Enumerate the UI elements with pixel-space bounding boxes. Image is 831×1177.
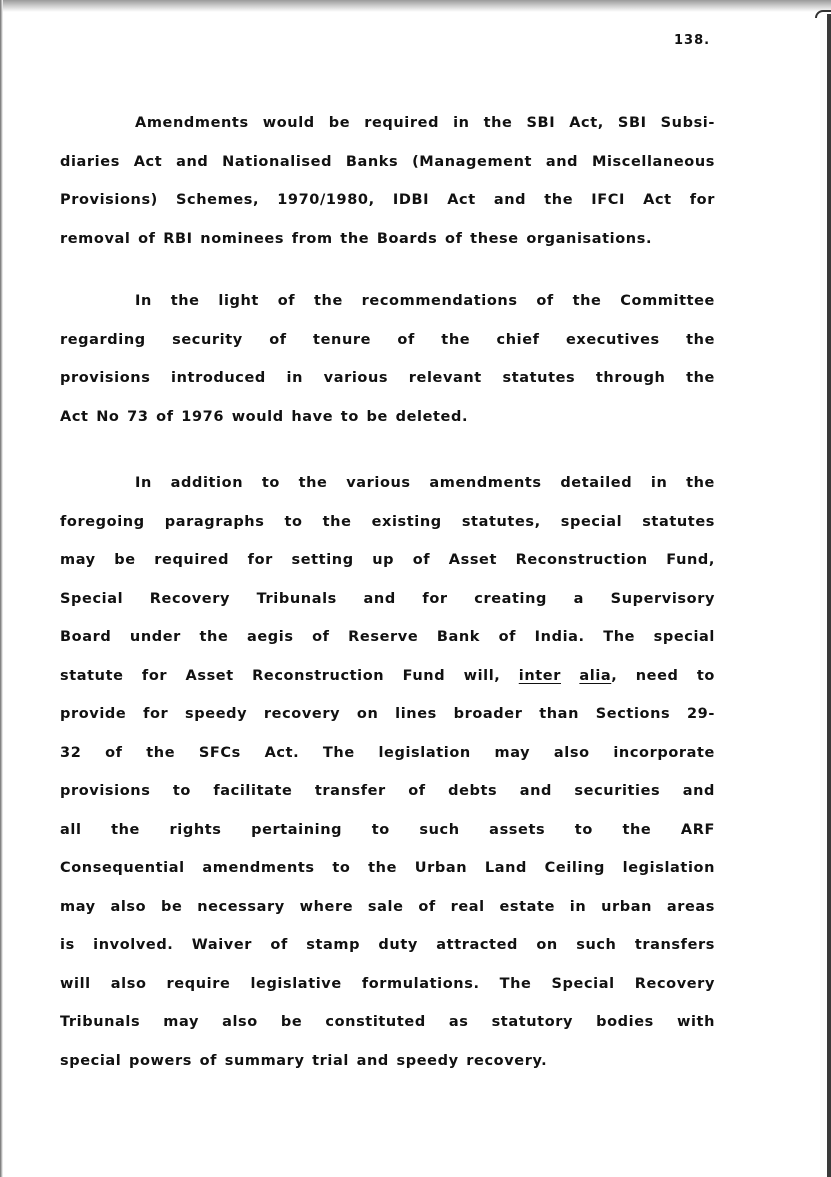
text-line: will also require legislative formulations. The Special Recovery <box>60 975 715 992</box>
text-line: special powers of summary trial and speedy recovery. <box>60 1052 548 1069</box>
text-line-inter-alia <box>60 657 715 696</box>
scan-left-edge <box>0 0 3 1177</box>
scan-top-shadow <box>0 0 831 12</box>
text-line: regarding security of tenure of the chief executives the <box>60 331 715 348</box>
text-line: provide for speedy recovery on lines broader than Sections 29- <box>60 706 715 722</box>
text-line: provisions introduced in various relevant statutes through the <box>60 370 715 386</box>
paragraph-special-statutes <box>60 464 715 1080</box>
scan-right-edge <box>827 14 831 1177</box>
page-number: 138. <box>674 33 711 48</box>
underlined-term-inter: inter <box>518 667 561 684</box>
text-line: Board under the aegis of Reserve Bank of India. The special <box>60 629 715 645</box>
text-line: diaries Act and Nationalised Banks (Management and Miscellaneous <box>60 153 715 170</box>
text-line: removal of RBI nominees from the Boards of these organisations. <box>60 230 653 247</box>
text-line: 32 of the SFCs Act. The legislation may also incorporate <box>60 744 715 761</box>
text-line: foregoing paragraphs to the existing statutes, special statutes <box>60 513 715 530</box>
text-line: In addition to the various amendments detailed in the <box>135 475 715 491</box>
text-line: Consequential amendments to the Urban Land Ceiling legislation <box>60 860 715 876</box>
text-line: Tribunals may also be constituted as statutory bodies with <box>60 1014 715 1030</box>
text-line: In the light of the recommendations of the Committee <box>135 293 715 309</box>
text-segment: statute for Asset Reconstruction Fund will, <box>60 667 501 684</box>
text-line: may be required for setting up of Asset Reconstruction Fund, <box>60 552 715 568</box>
text-line: Special Recovery Tribunals and for creating a Supervisory <box>60 590 715 607</box>
paragraph-security-of-tenure <box>60 282 715 436</box>
text-line: is involved. Waiver of stamp duty attracted on such transfers <box>60 937 715 953</box>
scan-corner-fold <box>815 10 831 18</box>
text-line: may also be necessary where sale of real estate in urban areas <box>60 898 715 915</box>
text-line: Act No 73 of 1976 would have to be deleted. <box>60 408 469 425</box>
text-line: all the rights pertaining to such assets to the ARF <box>60 821 715 838</box>
text-line: provisions to facilitate transfer of debts and securities and <box>60 783 715 799</box>
paragraph-amendments <box>60 104 715 258</box>
text-line: Amendments would be required in the SBI Act, SBI Subsi- <box>135 115 715 131</box>
text-line: Provisions) Schemes, 1970/1980, IDBI Act and the IFCI Act for <box>60 192 715 208</box>
underlined-term-alia: alia <box>579 667 612 684</box>
text-segment: , need to <box>611 667 715 684</box>
